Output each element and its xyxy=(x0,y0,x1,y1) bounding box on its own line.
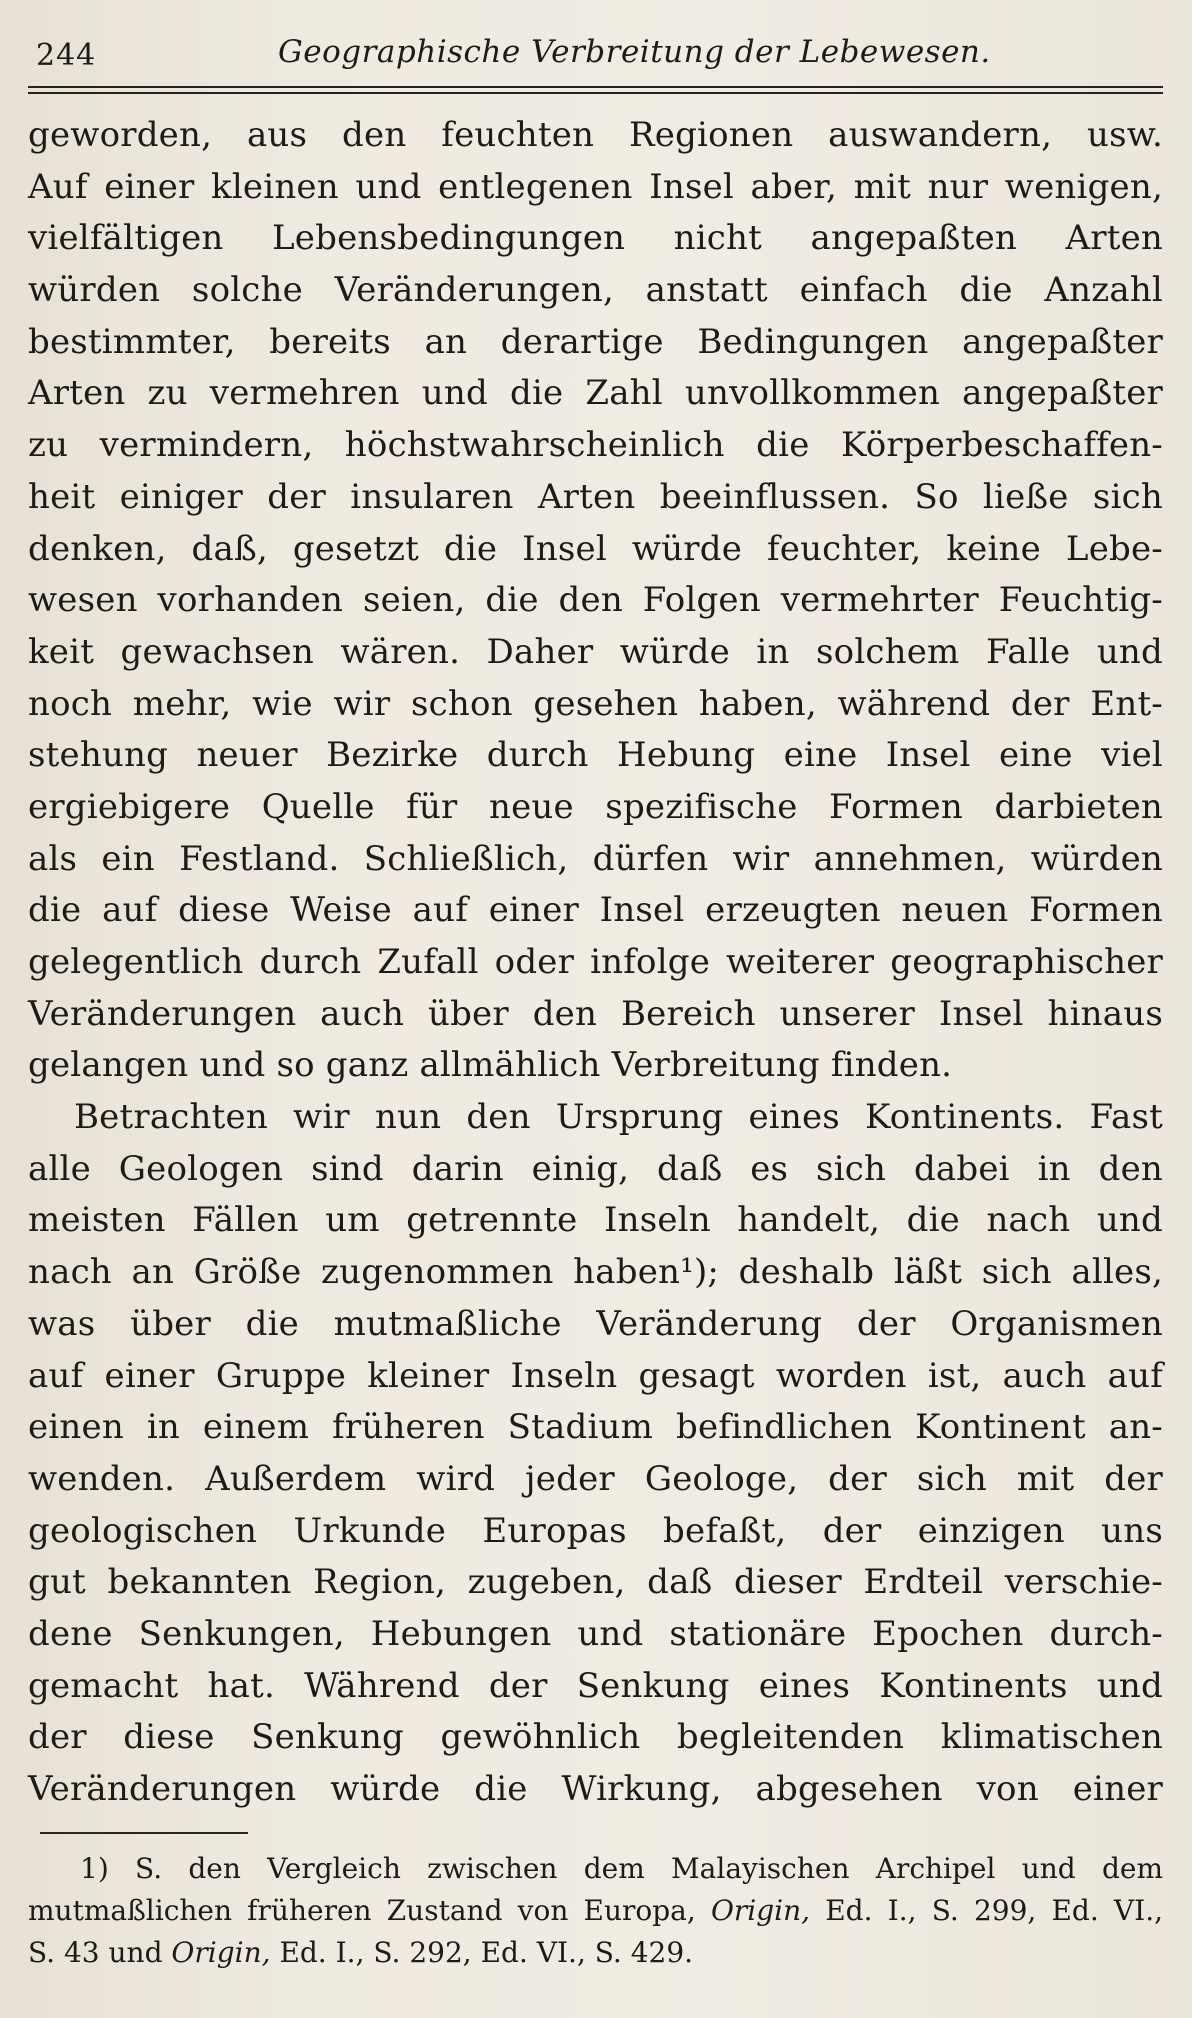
text-line: keit gewachsen wären. Daher würde in solchem Falle und xyxy=(28,631,1163,672)
text-line: geologischen Urkunde Europas befaßt, der einzigen uns xyxy=(28,1510,1163,1551)
text-line: würden solche Veränderungen, anstatt einfach die Anzahl xyxy=(28,270,1163,311)
text-line: was über die mutmaßliche Veränderung der Organismen xyxy=(28,1303,1163,1344)
footnote-line xyxy=(28,1932,1163,1974)
footnote-marker: 1) xyxy=(80,1852,109,1885)
text-line: der diese Senkung gewöhnlich begleitenden klimatischen xyxy=(28,1717,1163,1758)
text-line: vielfältigen Lebensbedingungen nicht angepaßten Arten xyxy=(28,218,1163,259)
text-line: zu vermindern, höchstwahrscheinlich die Körperbeschaffen- xyxy=(28,425,1163,466)
text-line: ergiebigere Quelle für neue spezifische Formen darbieten xyxy=(28,786,1163,827)
text-line: einen in einem früheren Stadium befindlichen Kontinent an- xyxy=(28,1407,1163,1448)
text-line: Arten zu vermehren und die Zahl unvollkommen angepaßter xyxy=(28,373,1163,414)
footnote-text: Ed. I., S. 299, Ed. VI., xyxy=(825,1894,1163,1927)
text-line: auf einer Gruppe kleiner Inseln gesagt worden ist, auch auf xyxy=(28,1355,1163,1396)
text-line: heit einiger der insularen Arten beeinflussen. So ließe sich xyxy=(28,476,1163,517)
footnote-separator xyxy=(40,1832,248,1834)
text-line: Veränderungen würde die Wirkung, abgesehen von einer xyxy=(28,1769,1163,1809)
text-line: bestimmter, bereits an derartige Bedingungen angepaßter xyxy=(28,321,1163,362)
text-line: die auf diese Weise auf einer Insel erzeugten neuen Formen xyxy=(28,890,1163,931)
running-title: Geographische Verbreitung der Lebewesen. xyxy=(278,34,991,70)
text-line: denken, daß, gesetzt die Insel würde feuchter, keine Lebe- xyxy=(28,528,1163,569)
text-line: meisten Fällen um getrennte Inseln handelt, die nach und xyxy=(28,1200,1163,1241)
paragraph-end-line: gelangen und so ganz allmählich Verbreitung finden. xyxy=(28,1045,953,1086)
text-line: nach an Größe zugenommen haben¹); deshalb läßt sich alles, xyxy=(28,1252,1163,1293)
footnote-text: S. 43 und xyxy=(28,1936,163,1969)
paragraph-start-line: Betrachten wir nun den Ursprung eines Kontinents. Fast xyxy=(74,1097,1163,1138)
text-line: gut bekannten Region, zugeben, daß dieser Erdteil verschie- xyxy=(28,1562,1163,1603)
text-line: gemacht hat. Während der Senkung eines Kontinents und xyxy=(28,1665,1163,1706)
text-line: wenden. Außerdem wird jeder Geologe, der sich mit der xyxy=(28,1458,1163,1499)
footnote-line xyxy=(28,1848,1163,1890)
footnote-work-title: Origin, xyxy=(710,1894,811,1927)
page-header xyxy=(28,30,1163,80)
text-line: noch mehr, wie wir schon gesehen haben, während der Ent- xyxy=(28,683,1163,724)
footnote-line xyxy=(28,1890,1163,1932)
text-line: Veränderungen auch über den Bereich unserer Insel hinaus xyxy=(28,993,1163,1034)
text-line: alle Geologen sind darin einig, daß es sich dabei in den xyxy=(28,1148,1163,1189)
text-line: Auf einer kleinen und entlegenen Insel aber, mit nur wenigen, xyxy=(28,166,1163,207)
footnote-text: Ed. I., S. 292, Ed. VI., S. 429. xyxy=(279,1936,694,1969)
page-number: 244 xyxy=(36,38,97,73)
footnote-work-title: Origin, xyxy=(171,1936,271,1969)
header-double-rule xyxy=(28,86,1163,94)
text-line: wesen vorhanden seien, die den Folgen vermehrter Feuchtig- xyxy=(28,580,1163,621)
text-line: stehung neuer Bezirke durch Hebung eine Insel eine viel xyxy=(28,735,1163,776)
text-line: gelegentlich durch Zufall oder infolge weiterer geographischer xyxy=(28,942,1163,982)
text-line: dene Senkungen, Hebungen und stationäre Epochen durch- xyxy=(28,1613,1163,1654)
body-text xyxy=(28,110,1163,1816)
footnote xyxy=(28,1848,1163,1974)
footnote-text: mutmaßlichen früheren Zustand von Europa, xyxy=(28,1894,696,1927)
text-line: geworden, aus den feuchten Regionen auswandern, usw. xyxy=(28,115,1163,155)
text-line: als ein Festland. Schließlich, dürfen wir annehmen, würden xyxy=(28,838,1163,879)
footnote-text: S. den Vergleich zwischen dem Malayischen Archipel und dem xyxy=(135,1852,1163,1885)
